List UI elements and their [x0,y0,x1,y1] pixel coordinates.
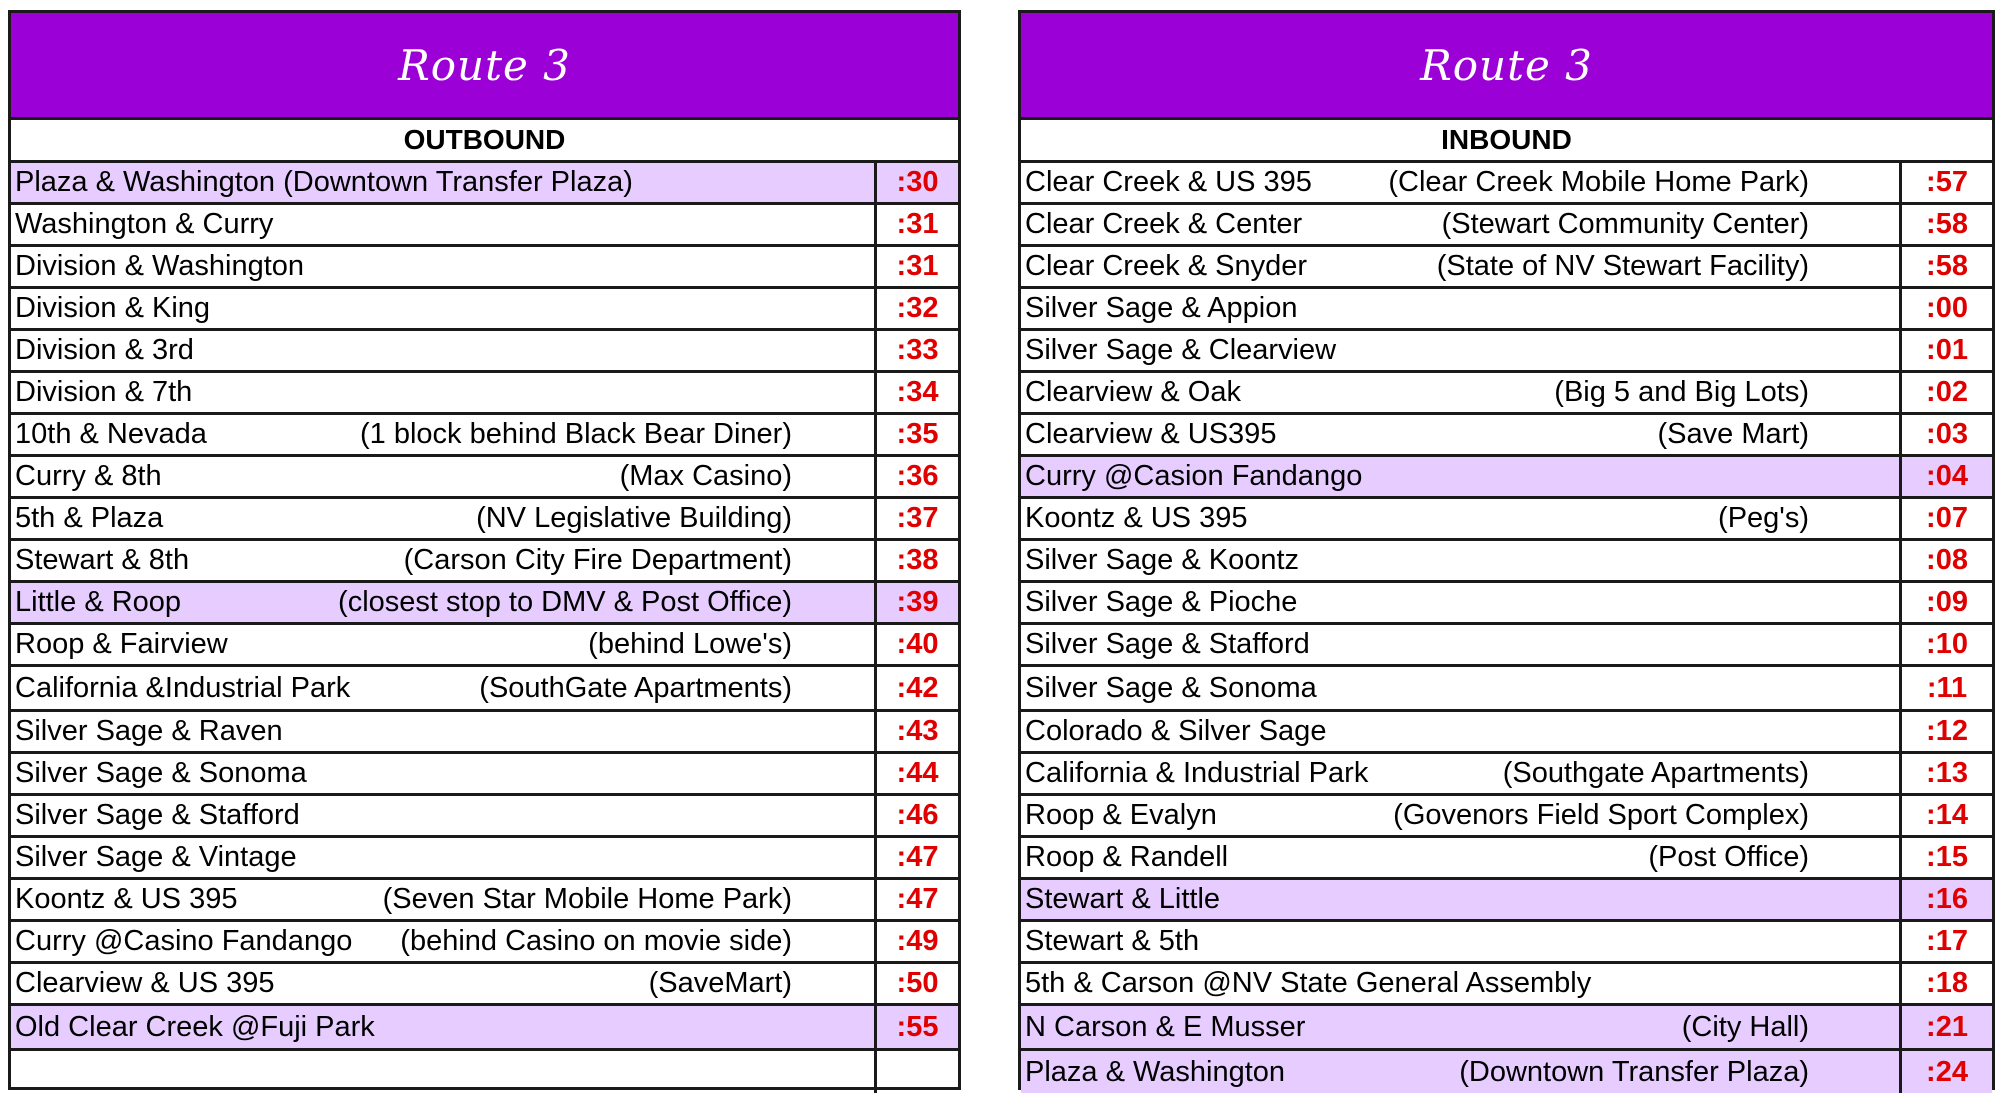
stop-name: Silver Sage & Appion [1025,292,1298,324]
stop-cell [11,964,874,1003]
inbound-stop-row [1021,415,1992,457]
stop-name: Division & 3rd [15,334,194,366]
departure-time: :09 [1899,583,1992,622]
outbound-stop-row [11,163,958,205]
stop-cell [11,331,874,370]
inbound-stop-row [1021,880,1992,922]
stop-cell [1021,499,1899,538]
outbound-stop-row [11,415,958,457]
departure-time: :02 [1899,373,1992,412]
stop-name: California & Industrial Park [1025,757,1369,789]
stop-landmark-note: (SaveMart) [648,967,792,999]
departure-time: :03 [1899,415,1992,454]
stop-cell [1021,415,1899,454]
inbound-stop-row [1021,499,1992,541]
departure-time: :12 [1899,712,1992,751]
stop-cell [11,796,874,835]
departure-time: :18 [1899,964,1992,1003]
stop-name: Stewart & Little [1025,883,1221,915]
stop-cell [1021,457,1899,496]
stop-cell [1021,922,1899,961]
stop-cell [11,247,874,286]
departure-time [874,1051,958,1093]
outbound-stop-row [11,754,958,796]
departure-time: :30 [874,163,958,202]
stop-name: Curry @Casino Fandango [15,925,353,957]
stop-cell [1021,163,1899,202]
stop-landmark-note: (Peg's) [1718,502,1809,534]
stop-name: Roop & Evalyn [1025,799,1217,831]
departure-time: :50 [874,964,958,1003]
outbound-panel [8,10,961,1090]
departure-time: :08 [1899,541,1992,580]
stop-cell [11,1006,874,1048]
stop-cell [11,667,874,709]
stop-landmark-note: (behind Lowe's) [588,628,792,660]
stop-cell [11,1051,874,1093]
stop-cell [11,205,874,244]
departure-time: :16 [1899,880,1992,919]
outbound-stop-row [11,205,958,247]
stop-cell [11,880,874,919]
departure-time: :35 [874,415,958,454]
stop-landmark-note: (Save Mart) [1657,418,1809,450]
stop-cell [1021,667,1899,709]
stop-name: 5th & Plaza [15,502,164,534]
inbound-stop-row [1021,247,1992,289]
departure-time: :32 [874,289,958,328]
stop-cell [11,499,874,538]
stop-cell [1021,712,1899,751]
departure-time: :17 [1899,922,1992,961]
departure-time: :47 [874,880,958,919]
departure-time: :37 [874,499,958,538]
outbound-stop-row [11,712,958,754]
stop-name: Koontz & US 395 [1025,502,1248,534]
stop-name: Clearview & US 395 [15,967,275,999]
stop-cell [1021,331,1899,370]
departure-time: :11 [1899,667,1992,709]
stop-landmark-note: (Big 5 and Big Lots) [1554,376,1809,408]
stop-cell [11,712,874,751]
stop-name: Stewart & 5th [1025,925,1200,957]
inbound-stop-row [1021,583,1992,625]
departure-time: :43 [874,712,958,751]
departure-time: :04 [1899,457,1992,496]
departure-time: :07 [1899,499,1992,538]
outbound-stop-row [11,583,958,625]
outbound-stop-row [11,541,958,583]
departure-time: :38 [874,541,958,580]
stop-name: Division & King [15,292,211,324]
outbound-stop-list [11,163,958,1093]
inbound-stop-row [1021,712,1992,754]
departure-time: :46 [874,796,958,835]
inbound-stop-row [1021,1051,1992,1093]
stop-name: 10th & Nevada [15,418,207,450]
inbound-stop-row [1021,796,1992,838]
stop-landmark-note: (Downtown Transfer Plaza) [1459,1055,1809,1088]
outbound-stop-row [11,1006,958,1051]
stop-name: Silver Sage & Sonoma [15,757,307,789]
stop-name: Plaza & Washington [1025,1055,1286,1088]
stop-name: Division & Washington [15,250,305,282]
departure-time: :58 [1899,205,1992,244]
inbound-stop-row [1021,163,1992,205]
stop-cell [1021,880,1899,919]
inbound-stop-row [1021,838,1992,880]
stop-cell [11,373,874,412]
stop-cell [11,922,874,961]
departure-time: :42 [874,667,958,709]
departure-time: :34 [874,373,958,412]
departure-time: :13 [1899,754,1992,793]
stop-name: Silver Sage & Stafford [1025,628,1310,660]
departure-time: :24 [1899,1051,1992,1093]
stop-name: Roop & Fairview [15,628,228,660]
stop-cell [1021,625,1899,664]
inbound-stop-row [1021,373,1992,415]
departure-time: :01 [1899,331,1992,370]
departure-time: :31 [874,205,958,244]
departure-time: :44 [874,754,958,793]
stop-name: Washington & Curry [15,208,274,240]
outbound-stop-row [11,838,958,880]
departure-time: :00 [1899,289,1992,328]
stop-name: Division & 7th [15,376,193,408]
stop-name: Silver Sage & Vintage [15,841,297,873]
stop-landmark-note: (State of NV Stewart Facility) [1436,250,1809,282]
departure-time: :58 [1899,247,1992,286]
departure-time: :39 [874,583,958,622]
inbound-stop-row [1021,1006,1992,1051]
departure-time: :55 [874,1006,958,1048]
stop-landmark-note: (Clear Creek Mobile Home Park) [1388,166,1809,198]
outbound-stop-row [11,1051,958,1093]
stop-name: Roop & Randell [1025,841,1229,873]
stop-cell [1021,754,1899,793]
stop-name: Plaza & Washington (Downtown Transfer Plaza) [15,166,633,198]
stop-cell [1021,796,1899,835]
stop-landmark-note: (1 block behind Black Bear Diner) [360,418,792,450]
departure-time: :15 [1899,838,1992,877]
inbound-stop-row [1021,331,1992,373]
inbound-stop-row [1021,922,1992,964]
stop-landmark-note: (Post Office) [1648,841,1809,873]
stop-cell [11,754,874,793]
stop-name: Silver Sage & Stafford [15,799,300,831]
inbound-direction-heading: INBOUND [1021,120,1992,163]
outbound-stop-row [11,922,958,964]
outbound-stop-row [11,796,958,838]
stop-name: Clear Creek & Snyder [1025,250,1308,282]
stop-name: Silver Sage & Raven [15,715,283,747]
departure-time: :21 [1899,1006,1992,1048]
inbound-panel [1018,10,1995,1090]
stop-name: Colorado & Silver Sage [1025,715,1327,747]
departure-time: :57 [1899,163,1992,202]
stop-name: Curry & 8th [15,460,162,492]
stop-cell [1021,373,1899,412]
stop-landmark-note: (closest stop to DMV & Post Office) [338,586,792,618]
stop-cell [1021,1006,1899,1048]
stop-cell [11,625,874,664]
departure-time: :31 [874,247,958,286]
stop-name: Old Clear Creek @Fuji Park [15,1010,375,1043]
inbound-stop-row [1021,205,1992,247]
inbound-stop-row [1021,964,1992,1006]
outbound-direction-heading: OUTBOUND [11,120,958,163]
stop-name: Little & Roop [15,586,182,618]
outbound-stop-row [11,625,958,667]
outbound-stop-row [11,667,958,712]
stop-landmark-note: (Southgate Apartments) [1502,757,1809,789]
stop-landmark-note: (behind Casino on movie side) [400,925,792,957]
stop-name: California &Industrial Park [15,671,351,704]
stop-landmark-note: (SouthGate Apartments) [479,671,792,704]
inbound-stop-row [1021,457,1992,499]
stop-cell [1021,964,1899,1003]
stop-name: Curry @Casion Fandango [1025,460,1363,492]
stop-cell [11,457,874,496]
outbound-stop-row [11,373,958,415]
stop-name: Silver Sage & Koontz [1025,544,1300,576]
inbound-title: Route 3 [1021,13,1992,120]
stop-cell [11,289,874,328]
stop-cell [11,415,874,454]
departure-time: :14 [1899,796,1992,835]
departure-time: :49 [874,922,958,961]
stop-name: Clear Creek & Center [1025,208,1303,240]
stop-cell [11,163,874,202]
inbound-stop-row [1021,625,1992,667]
inbound-stop-row [1021,754,1992,796]
inbound-stop-list [1021,163,1992,1093]
stop-cell [11,541,874,580]
stop-cell [1021,583,1899,622]
stop-name: Clear Creek & US 395 [1025,166,1312,198]
stop-name: Stewart & 8th [15,544,190,576]
stop-landmark-note: (City Hall) [1681,1010,1809,1043]
stop-name: N Carson & E Musser [1025,1010,1306,1043]
stop-name: Clearview & US395 [1025,418,1277,450]
stop-landmark-note: (Max Casino) [619,460,792,492]
stop-landmark-note: (Carson City Fire Department) [403,544,792,576]
stop-landmark-note: (Seven Star Mobile Home Park) [382,883,792,915]
stop-name: Silver Sage & Sonoma [1025,671,1317,704]
outbound-stop-row [11,331,958,373]
stop-cell [1021,838,1899,877]
stop-landmark-note: (Stewart Community Center) [1441,208,1809,240]
departure-time: :36 [874,457,958,496]
inbound-stop-row [1021,289,1992,331]
outbound-stop-row [11,499,958,541]
departure-time: :40 [874,625,958,664]
stop-cell [1021,541,1899,580]
stop-cell [1021,1051,1899,1093]
stop-cell [11,583,874,622]
outbound-title: Route 3 [11,13,958,120]
stop-cell [11,838,874,877]
departure-time: :33 [874,331,958,370]
stop-name: Silver Sage & Clearview [1025,334,1337,366]
stop-name: Silver Sage & Pioche [1025,586,1298,618]
departure-time: :10 [1899,625,1992,664]
inbound-stop-row [1021,667,1992,712]
stop-landmark-note: (Govenors Field Sport Complex) [1393,799,1809,831]
outbound-stop-row [11,880,958,922]
outbound-stop-row [11,247,958,289]
stop-landmark-note: (NV Legislative Building) [476,502,792,534]
stop-name: Koontz & US 395 [15,883,238,915]
inbound-stop-row [1021,541,1992,583]
outbound-stop-row [11,289,958,331]
outbound-stop-row [11,457,958,499]
stop-cell [1021,205,1899,244]
departure-time: :47 [874,838,958,877]
stop-name: 5th & Carson @NV State General Assembly [1025,967,1592,999]
stop-cell [1021,247,1899,286]
outbound-stop-row [11,964,958,1006]
stop-name: Clearview & Oak [1025,376,1241,408]
stop-cell [1021,289,1899,328]
